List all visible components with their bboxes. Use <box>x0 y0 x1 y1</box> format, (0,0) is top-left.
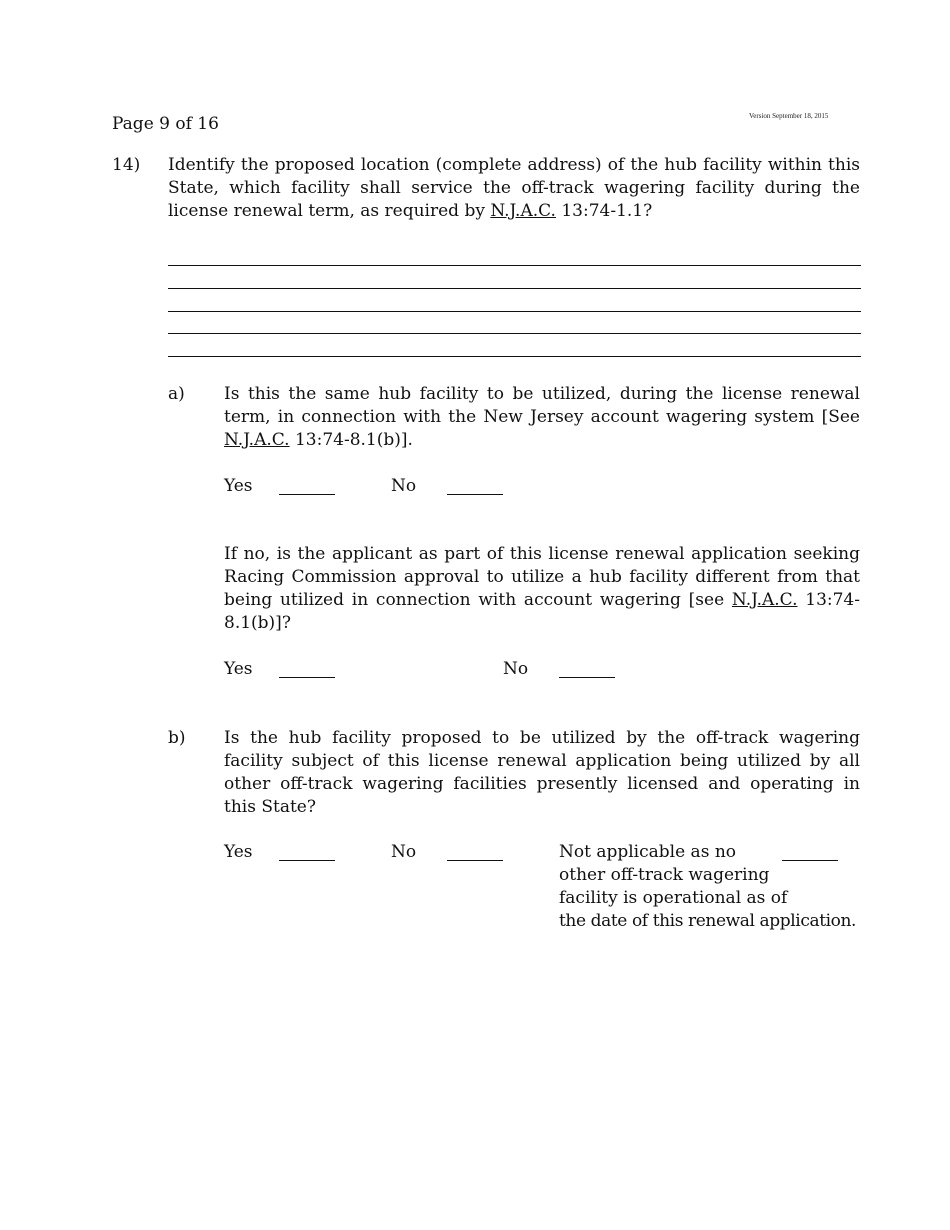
part-a-followup-citation: N.J.A.C. <box>731 590 798 610</box>
part-a-followup-yes-blank[interactable] <box>279 677 335 678</box>
part-b-na-line2: other off-track wagering <box>559 865 770 885</box>
q14-number: 14) <box>112 155 141 175</box>
part-b-letter: b) <box>168 728 186 748</box>
answer-line[interactable] <box>168 288 861 289</box>
answer-line[interactable] <box>168 356 861 357</box>
part-a-followup-text: If no, is the applicant as part of this license renewal application seeking Racing Commission approval to utilize a hub facility different from that being utilized in connection with account wagering [see N.J.A.C. 13:74-8.1(b)]? <box>224 544 860 633</box>
answer-line[interactable] <box>168 311 861 312</box>
part-b-na-line4: the date of this renewal application. <box>559 911 857 931</box>
part-a-citation: N.J.A.C. <box>224 430 290 450</box>
page-number: Page 9 of 16 <box>112 114 219 134</box>
part-b-na-blank[interactable] <box>782 860 838 861</box>
part-a-letter: a) <box>168 384 185 404</box>
part-b-text: Is the hub facility proposed to be utilized by the off-track wagering facility subject of this license renewal application being utilized by all other off-track wagering facilities presently licensed and operating in this State? <box>224 728 860 817</box>
part-b-na-line3: facility is operational as of <box>559 888 788 908</box>
q14-citation: N.J.A.C. <box>490 201 556 221</box>
part-a-followup-no-label: No <box>503 659 529 679</box>
part-a-yes-label: Yes <box>224 476 253 496</box>
part-b-yes-blank[interactable] <box>279 860 335 861</box>
part-a-text: Is this the same hub facility to be utilized, during the license renewal term, in connection with the New Jersey account wagering system [See N.J.A.C. 13:74-8.1(b)]. <box>224 384 860 450</box>
part-a-no-blank[interactable] <box>447 494 503 495</box>
part-b-no-label: No <box>391 842 417 862</box>
version-label: Version September 18, 2015 <box>749 112 829 120</box>
part-b-na-line1: Not applicable as no <box>559 842 737 862</box>
part-a-no-label: No <box>391 476 417 496</box>
q14-text: Identify the proposed location (complete address) of the hub facility within this State, which facility shall service the off-track wagering facility during the license renewal term, as required by N.J.A.C. 13:74-1.1? <box>168 155 860 221</box>
answer-line[interactable] <box>168 265 861 266</box>
part-b-no-blank[interactable] <box>447 860 503 861</box>
part-a-followup-yes-label: Yes <box>224 659 253 679</box>
answer-line[interactable] <box>168 333 861 334</box>
part-b-yes-label: Yes <box>224 842 253 862</box>
part-a-followup-no-blank[interactable] <box>559 677 615 678</box>
part-a-yes-blank[interactable] <box>279 494 335 495</box>
